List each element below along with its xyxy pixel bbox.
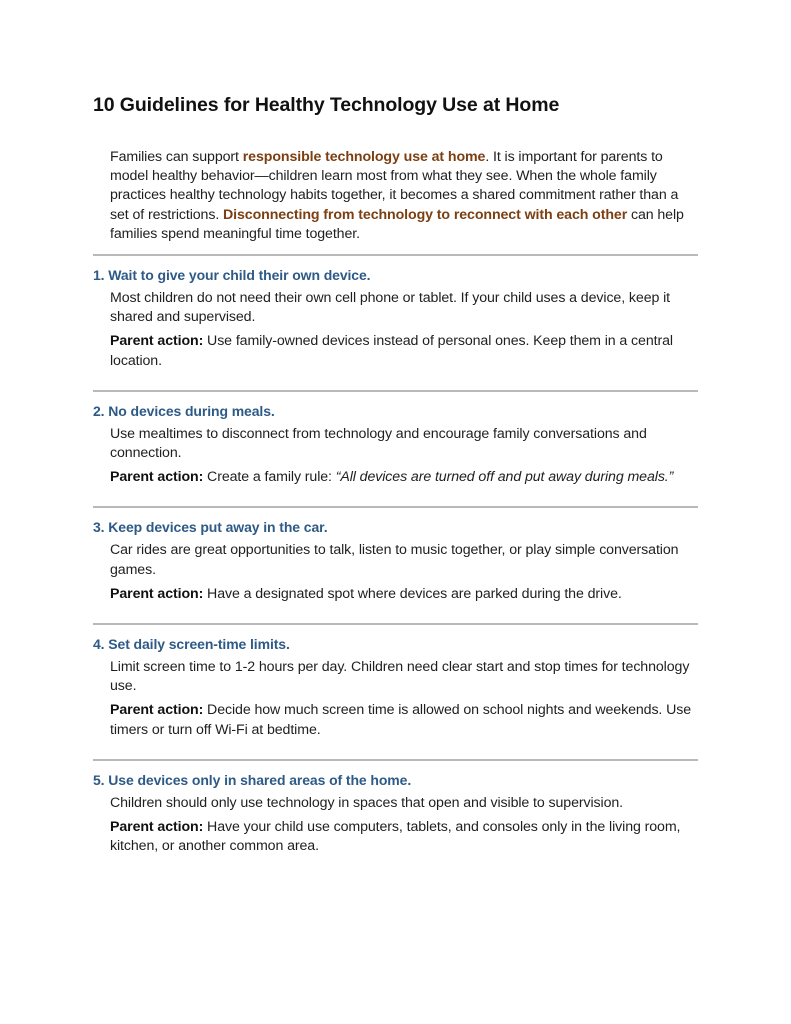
guideline-description: Car rides are great opportunities to talk, listen to music together, or play simple conversation games. <box>110 542 679 578</box>
guideline-heading: 3. Keep devices put away in the car. <box>93 519 328 536</box>
document-page <box>93 92 698 856</box>
guideline-item-1 <box>93 256 698 371</box>
parent-action-text: Have your child use computers, tablets, and consoles only in the living room, kitchen, or another common area. <box>110 819 681 855</box>
parent-action <box>110 332 698 370</box>
intro-highlight-disconnecting: Disconnecting from technology to reconnect with each other <box>223 206 628 223</box>
guideline-heading: 2. No devices during meals. <box>93 402 275 419</box>
parent-action-text: Create a family rule: <box>203 469 336 486</box>
parent-action-label: Parent action: <box>110 585 204 602</box>
guideline-heading: 4. Set daily screen-time limits. <box>93 636 290 653</box>
guideline-item-5 <box>93 761 698 857</box>
guideline-description: Most children do not need their own cell phone or tablet. If your child uses a device, keep it shared and supervised. <box>110 290 671 326</box>
parent-action <box>110 818 698 856</box>
guideline-heading: 1. Wait to give your child their own device. <box>93 267 371 284</box>
guideline-item-2 <box>93 392 698 488</box>
guideline-description: Children should only use technology in spaces that open and visible to supervision. <box>110 794 624 811</box>
page-title: 10 Guidelines for Healthy Technology Use at Home <box>93 94 560 116</box>
family-rule-quote: “All devices are turned off and put away during meals.” <box>335 469 674 486</box>
parent-action-label: Parent action: <box>110 819 204 836</box>
parent-action <box>110 585 698 604</box>
intro-text: Families can support <box>110 149 243 165</box>
parent-action <box>110 468 698 487</box>
parent-action-text: Have a designated spot where devices are parked during the drive. <box>203 585 622 602</box>
guideline-item-3 <box>93 508 698 604</box>
guideline-heading: 5. Use devices only in shared areas of the home. <box>93 771 412 788</box>
intro-paragraph <box>110 148 698 244</box>
guideline-description: Limit screen time to 1-2 hours per day. Children need clear start and stop times for technology use. <box>110 659 690 695</box>
parent-action-text: Use family-owned devices instead of personal ones. Keep them in a central location. <box>110 333 673 369</box>
parent-action-label: Parent action: <box>110 333 204 350</box>
intro-highlight-responsible-use: responsible technology use at home <box>242 149 486 165</box>
parent-action <box>110 701 698 739</box>
parent-action-label: Parent action: <box>110 702 204 719</box>
parent-action-text: Decide how much screen time is allowed on school nights and weekends. Use timers or turn off Wi-Fi at bedtime. <box>110 702 692 738</box>
guideline-item-4 <box>93 625 698 740</box>
guideline-description: Use mealtimes to disconnect from technology and encourage family conversations and connection. <box>110 425 647 462</box>
parent-action-label: Parent action: <box>110 469 204 486</box>
intro-text: . It is important for parents to model healthy behavior—children learn most from what they see. When the whole family practices healthy technology habits together, it becomes a shared commitment rather than a set of restrictions. <box>110 149 679 223</box>
intro-text: can help families spend meaningful time together. <box>110 206 684 242</box>
